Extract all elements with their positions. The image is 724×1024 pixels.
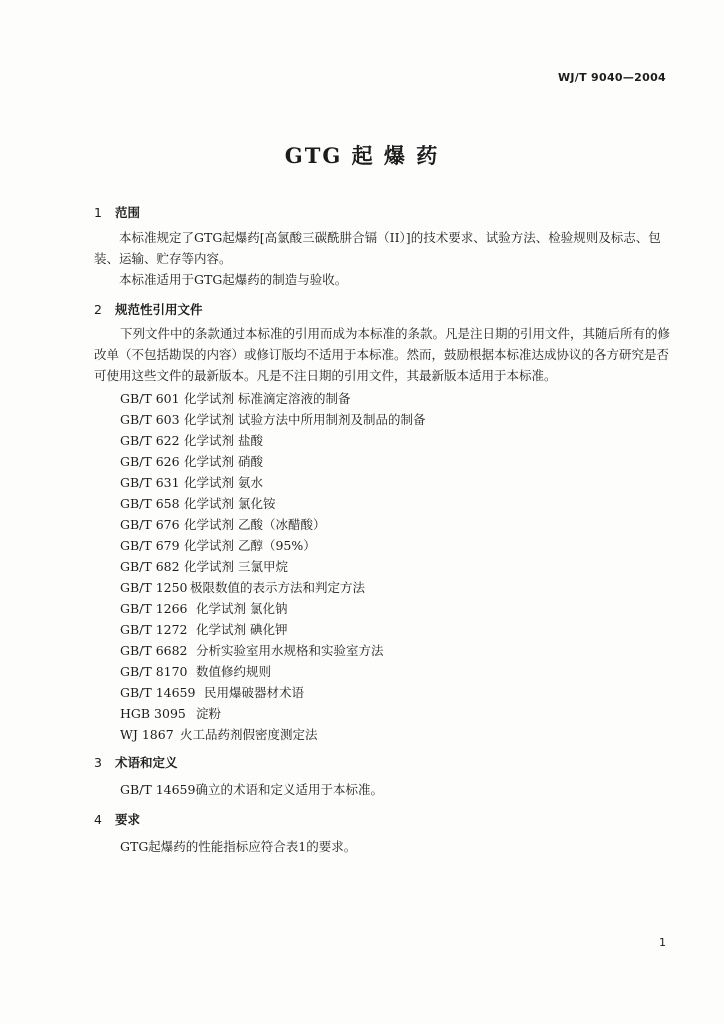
reference-code: GB/T 658 bbox=[120, 496, 180, 511]
terms-paragraph: GB/T 14659确立的术语和定义适用于本标准。 bbox=[120, 782, 383, 797]
reference-code: GB/T 1266 bbox=[120, 601, 188, 616]
reference-title: 化学试剂 硝酸 bbox=[184, 454, 263, 469]
reference-item bbox=[120, 599, 287, 617]
reference-item bbox=[120, 725, 318, 743]
reference-title: 分析实验室用水规格和实验室方法 bbox=[196, 643, 384, 658]
section-title: 术语和定义 bbox=[115, 755, 178, 770]
reference-code: WJ 1867 bbox=[120, 727, 174, 742]
reference-code: GB/T 682 bbox=[120, 559, 180, 574]
reference-title: 化学试剂 试验方法中所用制剂及制品的制备 bbox=[184, 412, 426, 427]
reference-code: GB/T 622 bbox=[120, 433, 180, 448]
reference-title: 民用爆破器材术语 bbox=[204, 685, 305, 700]
requirements-paragraph: GTG起爆药的性能指标应符合表1的要求。 bbox=[120, 839, 357, 854]
reference-code: GB/T 1272 bbox=[120, 622, 188, 637]
reference-item bbox=[120, 452, 263, 470]
reference-code: GB/T 603 bbox=[120, 412, 180, 427]
scope-paragraph-1: 本标准规定了GTG起爆药[高氯酸三碳酰肼合镉（II）]的技术要求、试验方法、检验规则及标志、包装、运输、贮存等内容。 bbox=[94, 230, 661, 266]
page-number: 1 bbox=[659, 936, 666, 949]
reference-title: 化学试剂 三氯甲烷 bbox=[184, 559, 288, 574]
reference-code: GB/T 6682 bbox=[120, 643, 188, 658]
scope-paragraph-2: 本标准适用于GTG起爆药的制造与验收。 bbox=[119, 272, 348, 287]
reference-item bbox=[120, 683, 304, 701]
normative-intro-paragraph: 下列文件中的条款通过本标准的引用而成为本标准的条款。凡是注日期的引用文件，其随后所有的修改单（不包括勘误的内容）或修订版均不适用于本标准。然而，鼓励根据本标准达成协议的各方研究是否可使用这些文件的最新版本。凡是不注日期的引用文件，其最新版本适用于本标准。 bbox=[94, 326, 671, 383]
reference-title: 化学试剂 氨水 bbox=[184, 475, 263, 490]
reference-title: 数值修约规则 bbox=[196, 664, 272, 679]
section-title: 要求 bbox=[115, 812, 141, 827]
reference-title: 化学试剂 乙酸（冰醋酸） bbox=[184, 517, 326, 532]
section-number: 3 bbox=[94, 755, 102, 770]
reference-title: 火工品药剂假密度测定法 bbox=[180, 727, 318, 742]
reference-title: 化学试剂 氯化钠 bbox=[196, 601, 288, 616]
reference-item bbox=[120, 662, 271, 680]
reference-item bbox=[120, 494, 275, 512]
reference-item bbox=[120, 431, 263, 449]
reference-code: GB/T 631 bbox=[120, 475, 180, 490]
reference-title: 极限数值的表示方法和判定方法 bbox=[190, 580, 366, 595]
reference-code: GB/T 679 bbox=[120, 538, 180, 553]
reference-code: GB/T 626 bbox=[120, 454, 180, 469]
section-heading-normative-references bbox=[94, 300, 203, 318]
reference-item bbox=[120, 620, 287, 638]
reference-code: HGB 3095 bbox=[120, 706, 186, 721]
reference-title: 淀粉 bbox=[196, 706, 222, 721]
reference-item bbox=[120, 473, 263, 491]
reference-item bbox=[120, 389, 350, 407]
reference-code: GB/T 1250 bbox=[120, 580, 188, 595]
reference-code: GB/T 8170 bbox=[120, 664, 188, 679]
document-title: GTG 起 爆 药 bbox=[284, 143, 440, 168]
reference-item bbox=[120, 641, 384, 659]
section-heading-requirements bbox=[94, 810, 140, 828]
section-number: 2 bbox=[94, 302, 102, 317]
reference-code: GB/T 676 bbox=[120, 517, 180, 532]
section-number: 4 bbox=[94, 812, 102, 827]
reference-title: 化学试剂 碘化钾 bbox=[196, 622, 288, 637]
reference-item bbox=[120, 704, 221, 722]
reference-item bbox=[120, 557, 288, 575]
reference-code: GB/T 601 bbox=[120, 391, 180, 406]
reference-title: 化学试剂 标准滴定溶液的制备 bbox=[184, 391, 351, 406]
reference-code: GB/T 14659 bbox=[120, 685, 196, 700]
reference-item bbox=[120, 410, 425, 428]
reference-title: 化学试剂 乙醇（95%） bbox=[184, 538, 316, 553]
reference-title: 化学试剂 氯化铵 bbox=[184, 496, 276, 511]
reference-item bbox=[120, 578, 365, 596]
section-heading-scope bbox=[94, 203, 140, 221]
standard-code: WJ/T 9040—2004 bbox=[557, 71, 666, 84]
reference-title: 化学试剂 盐酸 bbox=[184, 433, 263, 448]
reference-item bbox=[120, 515, 325, 533]
section-heading-terms bbox=[94, 753, 178, 771]
section-title: 范围 bbox=[115, 205, 141, 220]
section-number: 1 bbox=[94, 205, 102, 220]
reference-item bbox=[120, 536, 316, 554]
section-title: 规范性引用文件 bbox=[115, 302, 203, 317]
